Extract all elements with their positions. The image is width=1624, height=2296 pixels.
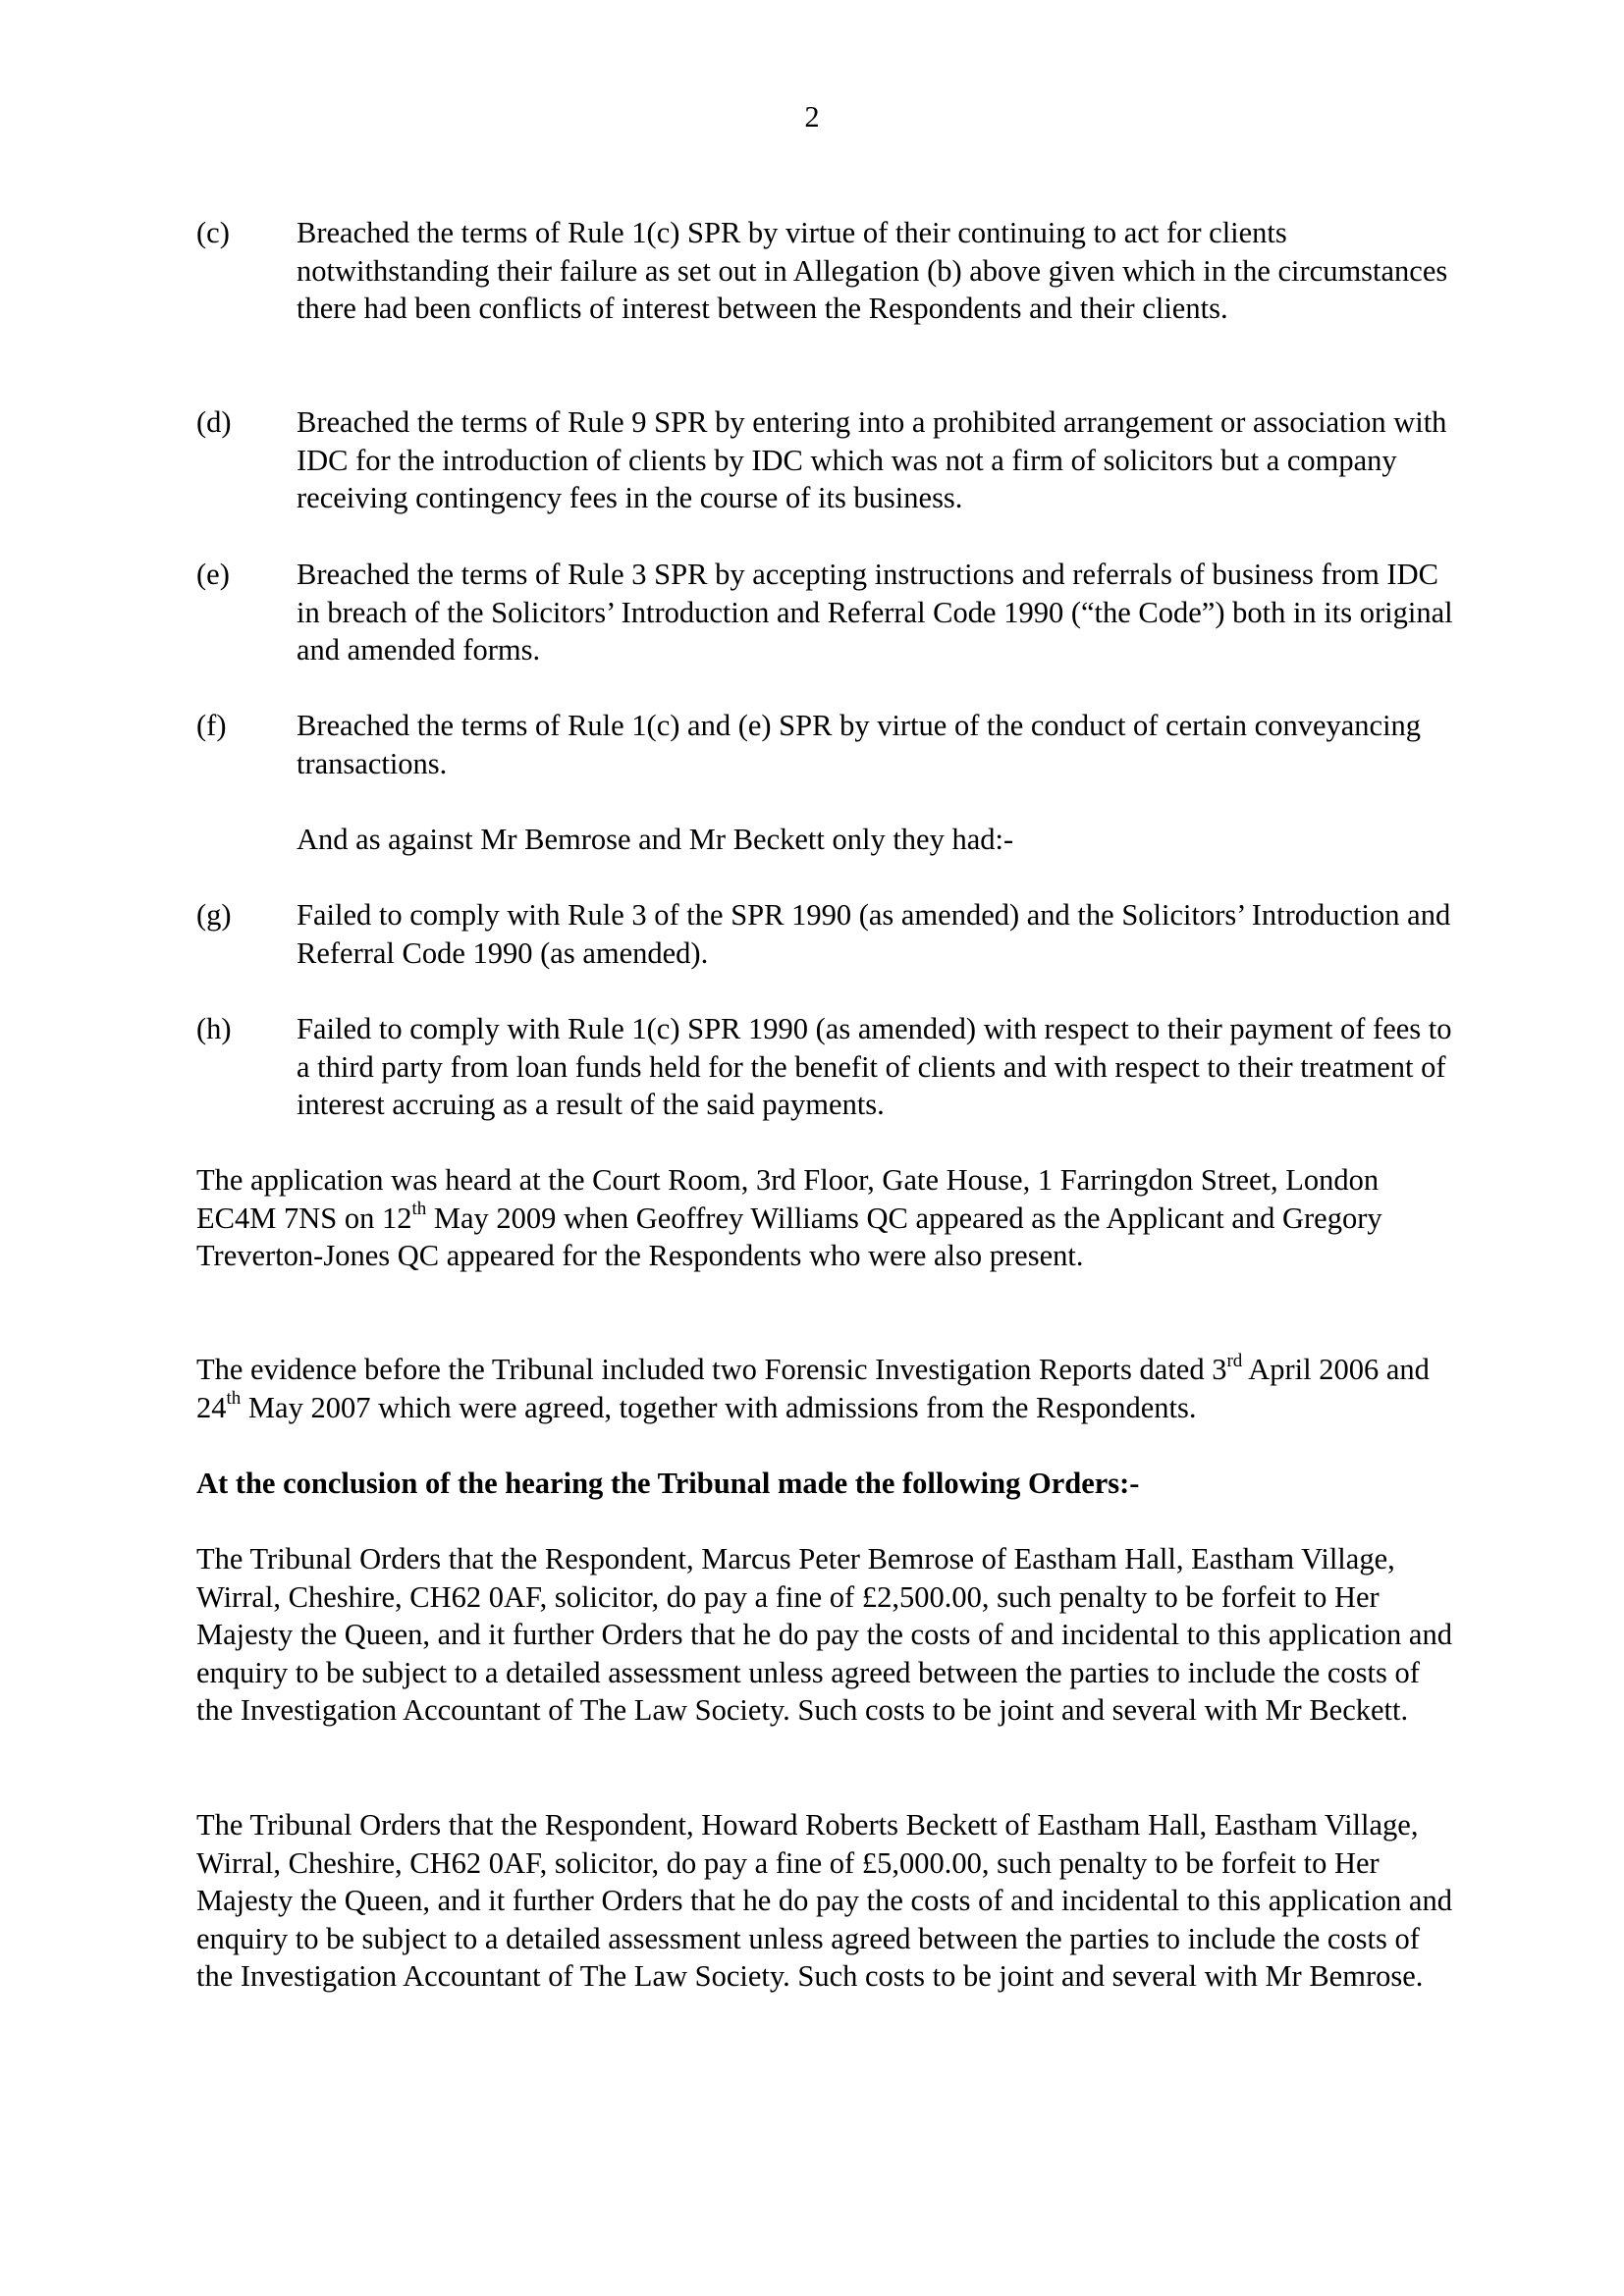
allegation-text: Breached the terms of Rule 9 SPR by entering into a prohibited arrangement or association with IDC for the introduction of clients by IDC which was not a firm of solicitors but a company receiving contingency fees in the course of its business. (297, 405, 1447, 514)
hearing-paragraph: The application was heard at the Court Room, 3rd Floor, Gate House, 1 Farringdon Street, London EC4M 7NS on 12th May 2009 when Geoffrey Williams QC appeared as the Applicant and Gregory Treverton-Jones QC appeared for the Respondents who were also present. (196, 1163, 1382, 1272)
order-beckett: The Tribunal Orders that the Respondent, Howard Roberts Beckett of Eastham Hall, Eastham Village, Wirral, Cheshire, CH62 0AF, solicitor, do pay a fine of £5,000.00, such penalty to be forfeit to Her Majesty the Queen, and it further Orders that he do pay the costs of and incidental to this application and enquiry to be subject to a detailed assessment unless agreed between the parties to include the costs of the Investigation Accountant of The Law Society. Such costs to be joint and several with Mr Bemrose. (196, 1808, 1452, 1993)
allegation-text: Breached the terms of Rule 3 SPR by accepting instructions and referrals of business from IDC in breach of the Solicitors’ Introduction and Referral Code 1990 (“the Code”) both in its original and amended forms. (297, 558, 1453, 667)
allegation-text: Breached the terms of Rule 1(c) SPR by virtue of their continuing to act for clients notwithstanding their failure as set out in Allegation (b) above given which in the circumstances there had been conflicts of interest between the Respondents and their clients. (297, 216, 1448, 325)
allegation-label: (g) (196, 898, 232, 932)
allegation-d (196, 403, 1453, 517)
allegation-label: (h) (196, 1012, 232, 1045)
allegation-text: Breached the terms of Rule 1(c) and (e) SPR by virtue of the conduct of certain conveyancing transactions. (297, 709, 1422, 780)
orders-heading: At the conclusion of the hearing the Tribunal made the following Orders:- (196, 1467, 1140, 1500)
allegation-text: Failed to comply with Rule 3 of the SPR 1990 (as amended) and the Solicitors’ Introduction and Referral Code 1990 (as amended). (297, 898, 1451, 970)
allegation-c (196, 214, 1453, 328)
allegation-h (196, 1010, 1453, 1124)
additional-allegations-intro: And as against Mr Bemrose and Mr Beckett only they had:- (297, 823, 1014, 856)
allegation-text: Failed to comply with Rule 1(c) SPR 1990 (as amended) with respect to their payment of fees to a third party from loan funds held for the benefit of clients and with respect to their treatment of interest accruing as a result of the said payments. (297, 1012, 1452, 1121)
order-bemrose: The Tribunal Orders that the Respondent, Marcus Peter Bemrose of Eastham Hall, Eastham Village, Wirral, Cheshire, CH62 0AF, solicitor, do pay a fine of £2,500.00, such penalty to be forfeit to Her Majesty the Queen, and it further Orders that he do pay the costs of and incidental to this application and enquiry to be subject to a detailed assessment unless agreed between the parties to include the costs of the Investigation Accountant of The Law Society. Such costs to be joint and several with Mr Beckett. (196, 1542, 1452, 1727)
page-number: 2 (804, 100, 820, 133)
allegation-f (196, 707, 1453, 782)
allegation-label: (f) (196, 709, 227, 742)
allegation-label: (e) (196, 558, 230, 591)
allegation-e (196, 556, 1453, 669)
evidence-paragraph: The evidence before the Tribunal included two Forensic Investigation Reports dated 3rd April 2006 and 24th May 2007 which were agreed, together with admissions from the Respondents. (196, 1350, 1430, 1424)
allegation-label: (c) (196, 216, 230, 249)
allegation-label: (d) (196, 405, 232, 439)
allegation-g (196, 896, 1453, 972)
